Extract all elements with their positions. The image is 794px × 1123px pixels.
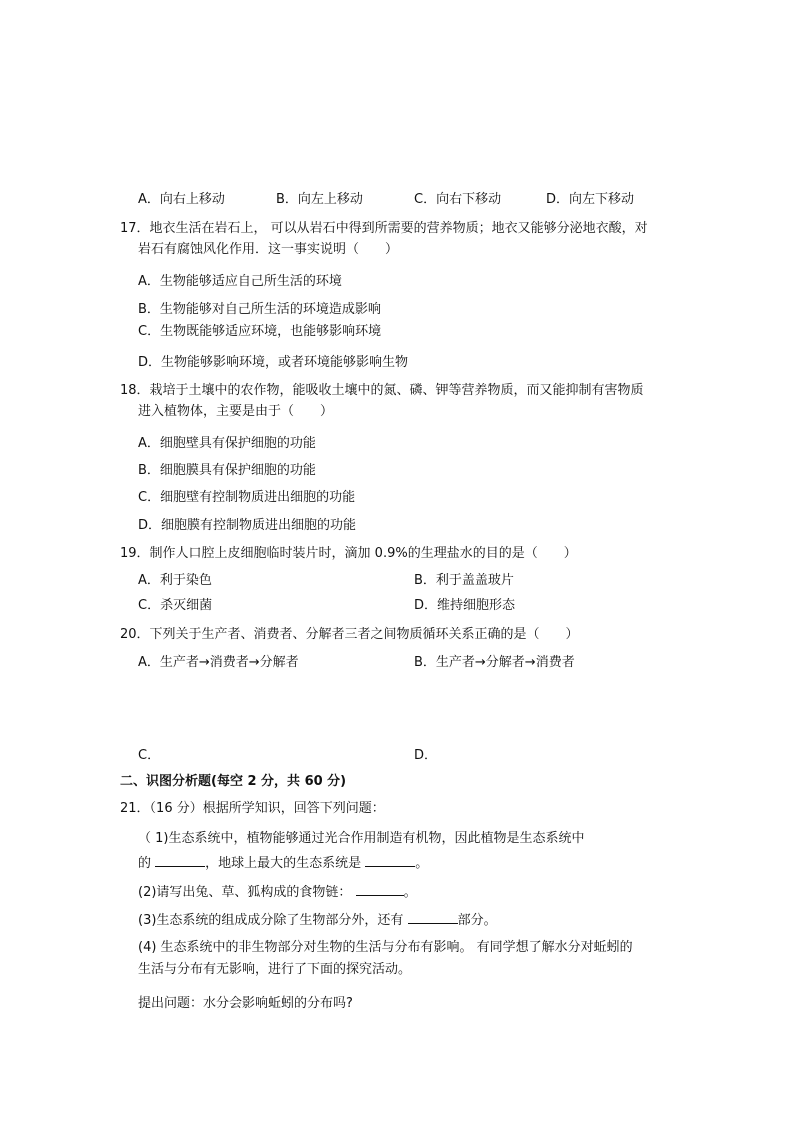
q16-option-a: A．向右上移动 [138,192,225,207]
q16-option-b: B．向左上移动 [276,192,363,207]
q21-part2 [138,883,417,901]
answer-blank-1[interactable] [155,854,205,867]
q17-option-c: C．生物既能够适应环境，也能够影响环境 [138,324,382,339]
q17-stem-line2: 岩石有腐蚀风化作用．这一事实说明（ ） [138,242,399,257]
q20-option-b: B．生产者→分解者→消费者 [414,655,575,670]
q19-option-d: D．维持细胞形态 [414,598,516,613]
q18-option-a: A．细胞壁具有保护细胞的功能 [138,436,316,451]
q21-part4-line1: (4) 生态系统中的非生物部分对生物的生活与分布有影响。 有同学想了解水分对蚯蚓的 [138,940,633,955]
q21-part1-text-c: 。 [415,856,429,871]
q16-option-d: D．向左下移动 [546,192,635,207]
q18-stem-line2: 进入植物体，主要是由于（ ） [138,404,334,419]
answer-blank-2[interactable] [365,854,415,867]
q17-option-b: B．生物能够对自己所生活的环境造成影响 [138,302,381,317]
q20-stem: 20．下列关于生产者、消费者、分解者三者之间物质循环关系正确的是（ ） [120,627,579,642]
q21-part2-text-b: 。 [403,885,417,900]
q21-part1-text-b: ，地球上最大的生态系统是 [205,856,366,871]
q19-option-a: A．利于染色 [138,573,212,588]
q21-part3-text-b: 部分。 [457,913,497,928]
q21-part1-line1: （ 1)生态系统中，植物能够通过光合作用制造有机物，因此植物是生态系统中 [138,831,585,846]
section-heading: 二、识图分析题(每空 2 分，共 60 分) [120,774,347,789]
answer-blank-4[interactable] [408,911,458,924]
q21-part4-line2: 生活与分布有无影响，进行了下面的探究活动。 [138,962,412,977]
answer-blank-3[interactable] [356,883,404,896]
q18-option-c: C．细胞壁有控制物质进出细胞的功能 [138,490,356,505]
q16-option-c: C．向右下移动 [414,192,502,207]
q19-option-b: B．利于盖盖玻片 [414,573,514,588]
q19-stem: 19．制作人口腔上皮细胞临时装片时，滴加 0.9%的生理盐水的目的是（ ） [120,546,577,561]
q17-option-a: A．生物能够适应自己所生活的环境 [138,274,342,289]
q19-option-c: C．杀灭细菌 [138,598,213,613]
q21-part3-text-a: (3)生态系统的组成成分除了生物部分外，还有 [138,913,408,928]
q21-question: 提出问题：水分会影响蚯蚓的分布吗? [138,996,353,1011]
q18-stem-line1: 18．栽培于土壤中的农作物，能吸收土壤中的氮、磷、钾等营养物质，而又能抑制有害物质 [120,383,644,398]
q18-option-b: B．细胞膜具有保护细胞的功能 [138,463,316,478]
q20-option-c: C． [138,748,161,763]
q21-stem: 21．（16 分）根据所学知识，回答下列问题： [120,801,385,816]
q21-part3 [138,911,497,929]
q21-part1-line2 [138,854,428,872]
q17-option-d: D．生物能够影响环境，或者环境能够影响生物 [138,355,409,370]
q21-part2-text-a: (2)请写出兔、草、狐构成的食物链： [138,885,356,900]
q17-stem-line1: 17．地衣生活在岩石上， 可以从岩石中得到所需要的营养物质；地衣又能够分泌地衣酸，对 [120,221,648,236]
q18-option-d: D．细胞膜有控制物质进出细胞的功能 [138,518,357,533]
q20-option-d: D． [414,748,438,763]
q21-part1-text-a: 的 [138,856,156,871]
q20-option-a: A．生产者→消费者→分解者 [138,655,299,670]
